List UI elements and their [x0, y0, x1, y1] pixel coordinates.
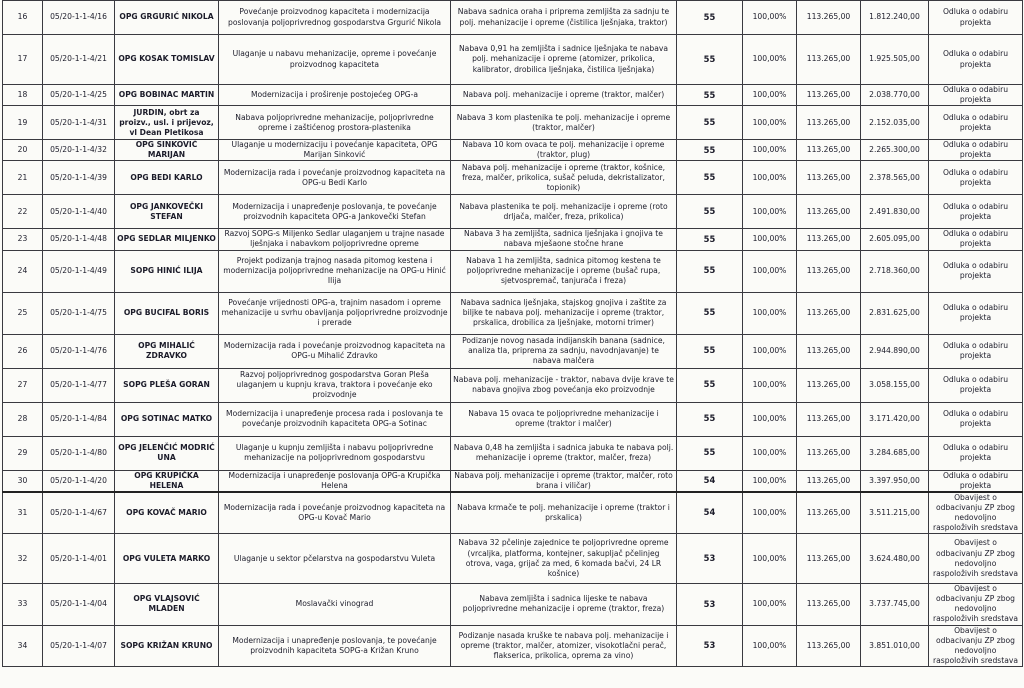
cumulative-amount-cell: 2.831.625,00	[861, 292, 929, 334]
table-row	[3, 1, 1023, 35]
amount-cell: 113.265,00	[797, 584, 861, 625]
table-row	[3, 436, 1023, 470]
table-row	[3, 334, 1023, 368]
decision-cell: Obavijest o odbacivanju ZP zbog nedovoljno raspoloživih sredstava	[929, 534, 1023, 584]
rb-cell: 20	[3, 140, 43, 161]
score-cell: 55	[677, 1, 743, 35]
percent-cell: 100,00%	[743, 1, 797, 35]
activity-cell: Nabava polj. mehanizacije - traktor, nabava dvije krave te nabava gnojiva zbog povećanja eko proizvodnje	[451, 368, 677, 402]
cumulative-amount-cell: 2.605.095,00	[861, 229, 929, 250]
table-row	[3, 402, 1023, 436]
project-name-cell: Povećanje vrijednosti OPG-a, trajnim nasadom i opreme mehanizacije u svrhu obavljanja poljoprivredne proizvodnje i prerade	[219, 292, 451, 334]
score-cell: 55	[677, 334, 743, 368]
project-name-cell: Razvoj poljoprivrednog gospodarstva Goran Pleša ulaganjem u kupnju krava, traktora i povećanje eko proizvodnje	[219, 368, 451, 402]
rb-cell: 19	[3, 106, 43, 140]
project-name-cell: Modernizacija i unapređenje poslovanja OPG-a Krupička Helena	[219, 470, 451, 492]
amount-cell: 113.265,00	[797, 625, 861, 666]
table-row	[3, 292, 1023, 334]
code-cell: 05/20-1-1-4/48	[43, 229, 115, 250]
decision-cell: Odluka o odabiru projekta	[929, 229, 1023, 250]
project-name-cell: Projekt podizanja trajnog nasada pitomog kestena i modernizacija poljoprivredne mehanizacije na OPG-u Hinić Ilija	[219, 250, 451, 292]
applicant-name-cell: OPG KRUPIČKA HELENA	[115, 470, 219, 492]
amount-cell: 113.265,00	[797, 534, 861, 584]
applicant-name-cell: OPG GRGURIĆ NIKOLA	[115, 1, 219, 35]
decision-cell: Obavijest o odbacivanju ZP zbog nedovoljno raspoloživih sredstava	[929, 492, 1023, 534]
rb-cell: 17	[3, 35, 43, 85]
rb-cell: 30	[3, 470, 43, 492]
project-name-cell: Nabava poljoprivredne mehanizacije, poljoprivredne opreme i zaštićenog prostora-plastenika	[219, 106, 451, 140]
decision-cell: Odluka o odabiru projekta	[929, 334, 1023, 368]
table-row	[3, 470, 1023, 492]
rb-cell: 31	[3, 492, 43, 534]
decision-cell: Odluka o odabiru projekta	[929, 106, 1023, 140]
code-cell: 05/20-1-1-4/76	[43, 334, 115, 368]
percent-cell: 100,00%	[743, 534, 797, 584]
score-cell: 54	[677, 492, 743, 534]
amount-cell: 113.265,00	[797, 195, 861, 229]
cumulative-amount-cell: 2.265.300,00	[861, 140, 929, 161]
table-row	[3, 161, 1023, 195]
code-cell: 05/20-1-1-4/75	[43, 292, 115, 334]
project-name-cell: Povećanje proizvodnog kapaciteta i modernizacija poslovanja poljoprivrednog gospodarstva Grgurić Nikola	[219, 1, 451, 35]
amount-cell: 113.265,00	[797, 140, 861, 161]
decision-cell: Obavijest o odbacivanju ZP zbog nedovoljno raspoloživih sredstava	[929, 625, 1023, 666]
project-name-cell: Moslavački vinograd	[219, 584, 451, 625]
amount-cell: 113.265,00	[797, 1, 861, 35]
amount-cell: 113.265,00	[797, 85, 861, 106]
decision-cell: Odluka o odabiru projekta	[929, 470, 1023, 492]
decision-cell: Odluka o odabiru projekta	[929, 1, 1023, 35]
table-row	[3, 584, 1023, 625]
amount-cell: 113.265,00	[797, 229, 861, 250]
project-name-cell: Modernizacija i proširenje postojećeg OPG-a	[219, 85, 451, 106]
amount-cell: 113.265,00	[797, 492, 861, 534]
score-cell: 55	[677, 35, 743, 85]
table-row	[3, 106, 1023, 140]
amount-cell: 113.265,00	[797, 292, 861, 334]
rb-cell: 24	[3, 250, 43, 292]
rb-cell: 29	[3, 436, 43, 470]
table-row	[3, 140, 1023, 161]
project-name-cell: Razvoj SOPG-s Miljenko Sedlar ulaganjem u trajne nasade lješnjaka i nabavkom poljoprivredne opreme	[219, 229, 451, 250]
activity-cell: Nabava 0,48 ha zemljišta i sadnica jabuka te nabava polj. mehanizacije i opreme (traktor, malčer, freza)	[451, 436, 677, 470]
cumulative-amount-cell: 2.718.360,00	[861, 250, 929, 292]
percent-cell: 100,00%	[743, 140, 797, 161]
activity-cell: Nabava 10 kom ovaca te polj. mehanizacije i opreme (traktor, plug)	[451, 140, 677, 161]
decision-cell: Odluka o odabiru projekta	[929, 195, 1023, 229]
table-row	[3, 368, 1023, 402]
projects-table-body	[3, 1, 1023, 667]
score-cell: 55	[677, 368, 743, 402]
rb-cell: 21	[3, 161, 43, 195]
applicant-name-cell: OPG VULETA MARKO	[115, 534, 219, 584]
project-name-cell: Ulaganje u nabavu mehanizacije, opreme i povećanje proizvodnog kapaciteta	[219, 35, 451, 85]
percent-cell: 100,00%	[743, 85, 797, 106]
table-row	[3, 625, 1023, 666]
decision-cell: Odluka o odabiru projekta	[929, 140, 1023, 161]
activity-cell: Podizanje novog nasada indijanskih banana (sadnice, analiza tla, priprema za sadnju, navodnjavanje) te nabava malčera	[451, 334, 677, 368]
decision-cell: Odluka o odabiru projekta	[929, 35, 1023, 85]
activity-cell: Nabava plastenika te polj. mehanizacije i opreme (roto drljača, malčer, freza, prikolica)	[451, 195, 677, 229]
cumulative-amount-cell: 3.624.480,00	[861, 534, 929, 584]
applicant-name-cell: JURDIN, obrt za proizv., usl. i prijevoz, vl Dean Pletikosa	[115, 106, 219, 140]
activity-cell: Nabava polj. mehanizacije i opreme (traktor, košnice, freza, malčer, prikolica, sušač peluda, dekristalizator, topionik)	[451, 161, 677, 195]
code-cell: 05/20-1-1-4/40	[43, 195, 115, 229]
activity-cell: Nabava 3 ha zemljišta, sadnica lješnjaka i gnojiva te nabava mješaone stočne hrane	[451, 229, 677, 250]
code-cell: 05/20-1-1-4/84	[43, 402, 115, 436]
score-cell: 55	[677, 140, 743, 161]
rb-cell: 32	[3, 534, 43, 584]
code-cell: 05/20-1-1-4/20	[43, 470, 115, 492]
applicant-name-cell: OPG SINKOVIĆ MARIJAN	[115, 140, 219, 161]
applicant-name-cell: OPG VLAJSOVIĆ MLADEN	[115, 584, 219, 625]
score-cell: 55	[677, 292, 743, 334]
activity-cell: Nabava zemljišta i sadnica lijeske te nabava poljoprivredne mehanizacije i opreme (traktor, freza)	[451, 584, 677, 625]
amount-cell: 113.265,00	[797, 106, 861, 140]
applicant-name-cell: OPG JELENČIĆ MODRIĆ UNA	[115, 436, 219, 470]
table-row	[3, 534, 1023, 584]
percent-cell: 100,00%	[743, 470, 797, 492]
decision-cell: Odluka o odabiru projekta	[929, 368, 1023, 402]
rb-cell: 33	[3, 584, 43, 625]
cumulative-amount-cell: 3.058.155,00	[861, 368, 929, 402]
activity-cell: Nabava sadnica lješnjaka, stajskog gnojiva i zaštite za biljke te nabava polj. mehanizacije i opreme (traktor, prskalica, drobilica za lješnjake, motorni trimer)	[451, 292, 677, 334]
decision-cell: Odluka o odabiru projekta	[929, 161, 1023, 195]
amount-cell: 113.265,00	[797, 161, 861, 195]
amount-cell: 113.265,00	[797, 402, 861, 436]
projects-table	[2, 0, 1023, 667]
score-cell: 53	[677, 625, 743, 666]
cumulative-amount-cell: 2.491.830,00	[861, 195, 929, 229]
score-cell: 55	[677, 85, 743, 106]
cumulative-amount-cell: 3.397.950,00	[861, 470, 929, 492]
project-name-cell: Ulaganje u kupnju zemljišta i nabavu poljoprivredne mehanizacije na poljoprivrednom gospodarstvu	[219, 436, 451, 470]
applicant-name-cell: OPG JANKOVEČKI STEFAN	[115, 195, 219, 229]
project-name-cell: Ulaganje u sektor pčelarstva na gospodarstvu Vuleta	[219, 534, 451, 584]
table-row	[3, 229, 1023, 250]
cumulative-amount-cell: 2.038.770,00	[861, 85, 929, 106]
score-cell: 55	[677, 229, 743, 250]
amount-cell: 113.265,00	[797, 368, 861, 402]
percent-cell: 100,00%	[743, 368, 797, 402]
cumulative-amount-cell: 3.511.215,00	[861, 492, 929, 534]
code-cell: 05/20-1-1-4/32	[43, 140, 115, 161]
project-name-cell: Modernizacija rada i povećanje proizvodnog kapaciteta na OPG-u Mihalić Zdravko	[219, 334, 451, 368]
rb-cell: 27	[3, 368, 43, 402]
amount-cell: 113.265,00	[797, 334, 861, 368]
rb-cell: 26	[3, 334, 43, 368]
project-name-cell: Modernizacija rada i povećanje proizvodnog kapaciteta na OPG-u Bedi Karlo	[219, 161, 451, 195]
percent-cell: 100,00%	[743, 334, 797, 368]
cumulative-amount-cell: 3.737.745,00	[861, 584, 929, 625]
percent-cell: 100,00%	[743, 106, 797, 140]
project-name-cell: Ulaganje u modernizaciju i povećanje kapaciteta, OPG Marijan Sinković	[219, 140, 451, 161]
rb-cell: 16	[3, 1, 43, 35]
cumulative-amount-cell: 1.812.240,00	[861, 1, 929, 35]
decision-cell: Odluka o odabiru projekta	[929, 292, 1023, 334]
cumulative-amount-cell: 2.378.565,00	[861, 161, 929, 195]
percent-cell: 100,00%	[743, 35, 797, 85]
project-name-cell: Modernizacija i unapređenje procesa rada i poslovanja te povećanje proizvodnih kapaciteta OPG-a Sotinac	[219, 402, 451, 436]
table-row	[3, 195, 1023, 229]
score-cell: 54	[677, 470, 743, 492]
activity-cell: Podizanje nasada kruške te nabava polj. mehanizacije i opreme (traktor, malčer, atomizer, visokotlačni perač, flakserica, prikolica, oprema za vino)	[451, 625, 677, 666]
rb-cell: 22	[3, 195, 43, 229]
code-cell: 05/20-1-1-4/01	[43, 534, 115, 584]
applicant-name-cell: SOPG PLEŠA GORAN	[115, 368, 219, 402]
score-cell: 53	[677, 534, 743, 584]
amount-cell: 113.265,00	[797, 250, 861, 292]
percent-cell: 100,00%	[743, 292, 797, 334]
applicant-name-cell: OPG MIHALIĆ ZDRAVKO	[115, 334, 219, 368]
code-cell: 05/20-1-1-4/77	[43, 368, 115, 402]
activity-cell: Nabava 0,91 ha zemljišta i sadnice lješnjaka te nabava polj. mehanizacije i opreme (atomizer, prikolica, kalibrator, drobilica lješnjaka, čistilica lješnjaka)	[451, 35, 677, 85]
code-cell: 05/20-1-1-4/07	[43, 625, 115, 666]
applicant-name-cell: OPG BUCIFAL BORIS	[115, 292, 219, 334]
decision-cell: Odluka o odabiru projekta	[929, 85, 1023, 106]
applicant-name-cell: OPG SEDLAR MILJENKO	[115, 229, 219, 250]
percent-cell: 100,00%	[743, 250, 797, 292]
amount-cell: 113.265,00	[797, 470, 861, 492]
percent-cell: 100,00%	[743, 229, 797, 250]
decision-cell: Obavijest o odbacivanju ZP zbog nedovoljno raspoloživih sredstava	[929, 584, 1023, 625]
applicant-name-cell: SOPG HINIĆ ILIJA	[115, 250, 219, 292]
code-cell: 05/20-1-1-4/31	[43, 106, 115, 140]
activity-cell: Nabava 3 kom plastenika te polj. mehanizacije i opreme (traktor, malčer)	[451, 106, 677, 140]
table-row	[3, 85, 1023, 106]
activity-cell: Nabava 15 ovaca te poljoprivredne mehanizacije i opreme (traktor i malčer)	[451, 402, 677, 436]
cumulative-amount-cell: 3.171.420,00	[861, 402, 929, 436]
percent-cell: 100,00%	[743, 625, 797, 666]
score-cell: 55	[677, 436, 743, 470]
percent-cell: 100,00%	[743, 436, 797, 470]
cumulative-amount-cell: 2.152.035,00	[861, 106, 929, 140]
table-row	[3, 35, 1023, 85]
code-cell: 05/20-1-1-4/80	[43, 436, 115, 470]
cumulative-amount-cell: 2.944.890,00	[861, 334, 929, 368]
code-cell: 05/20-1-1-4/04	[43, 584, 115, 625]
activity-cell: Nabava polj. mehanizacije i opreme (traktor, malčer)	[451, 85, 677, 106]
activity-cell: Nabava krmače te polj. mehanizacije i opreme (traktor i prskalica)	[451, 492, 677, 534]
score-cell: 55	[677, 195, 743, 229]
score-cell: 55	[677, 161, 743, 195]
code-cell: 05/20-1-1-4/16	[43, 1, 115, 35]
cumulative-amount-cell: 3.851.010,00	[861, 625, 929, 666]
rb-cell: 18	[3, 85, 43, 106]
score-cell: 55	[677, 402, 743, 436]
amount-cell: 113.265,00	[797, 35, 861, 85]
percent-cell: 100,00%	[743, 161, 797, 195]
decision-cell: Odluka o odabiru projekta	[929, 250, 1023, 292]
percent-cell: 100,00%	[743, 402, 797, 436]
decision-cell: Odluka o odabiru projekta	[929, 402, 1023, 436]
amount-cell: 113.265,00	[797, 436, 861, 470]
activity-cell: Nabava 32 pčelinje zajednice te poljoprivredne opreme (vrcaljka, platforma, kontejner, sakupljač pčelinjeg otrova, vaga, grijač za med, 6 komada bačvi, 24 LR košnice)	[451, 534, 677, 584]
project-name-cell: Modernizacija i unapređenje poslovanja, te povećanje proizvodnih kapaciteta OPG-a Jankovečki Stefan	[219, 195, 451, 229]
score-cell: 55	[677, 106, 743, 140]
score-cell: 53	[677, 584, 743, 625]
activity-cell: Nabava 1 ha zemljišta, sadnica pitomog kestena te poljoprivredne mehanizacije i opreme (bušač rupa, sjetvospremač, tanjurača i freza)	[451, 250, 677, 292]
project-name-cell: Modernizacija i unapređenje poslovanja, te povećanje proizvodnih kapaciteta SOPG-a Križan Kruno	[219, 625, 451, 666]
activity-cell: Nabava sadnica oraha i priprema zemljišta za sadnju te polj. mehanizacije i opreme (čistilica lješnjaka, traktor)	[451, 1, 677, 35]
code-cell: 05/20-1-1-4/21	[43, 35, 115, 85]
rb-cell: 23	[3, 229, 43, 250]
code-cell: 05/20-1-1-4/25	[43, 85, 115, 106]
percent-cell: 100,00%	[743, 584, 797, 625]
applicant-name-cell: OPG KOVAČ MARIO	[115, 492, 219, 534]
table-row	[3, 492, 1023, 534]
applicant-name-cell: OPG BOBINAC MARTIN	[115, 85, 219, 106]
percent-cell: 100,00%	[743, 492, 797, 534]
decision-cell: Odluka o odabiru projekta	[929, 436, 1023, 470]
percent-cell: 100,00%	[743, 195, 797, 229]
cumulative-amount-cell: 3.284.685,00	[861, 436, 929, 470]
score-cell: 55	[677, 250, 743, 292]
rb-cell: 34	[3, 625, 43, 666]
project-name-cell: Modernizacija rada i povećanje proizvodnog kapaciteta na OPG-u Kovač Mario	[219, 492, 451, 534]
applicant-name-cell: OPG BEDI KARLO	[115, 161, 219, 195]
rb-cell: 28	[3, 402, 43, 436]
code-cell: 05/20-1-1-4/67	[43, 492, 115, 534]
activity-cell: Nabava polj. mehanizacije i opreme (traktor, malčer, roto brana i viličar)	[451, 470, 677, 492]
code-cell: 05/20-1-1-4/39	[43, 161, 115, 195]
table-row	[3, 250, 1023, 292]
applicant-name-cell: OPG SOTINAC MATKO	[115, 402, 219, 436]
applicant-name-cell: SOPG KRIŽAN KRUNO	[115, 625, 219, 666]
rb-cell: 25	[3, 292, 43, 334]
applicant-name-cell: OPG KOSAK TOMISLAV	[115, 35, 219, 85]
code-cell: 05/20-1-1-4/49	[43, 250, 115, 292]
cumulative-amount-cell: 1.925.505,00	[861, 35, 929, 85]
